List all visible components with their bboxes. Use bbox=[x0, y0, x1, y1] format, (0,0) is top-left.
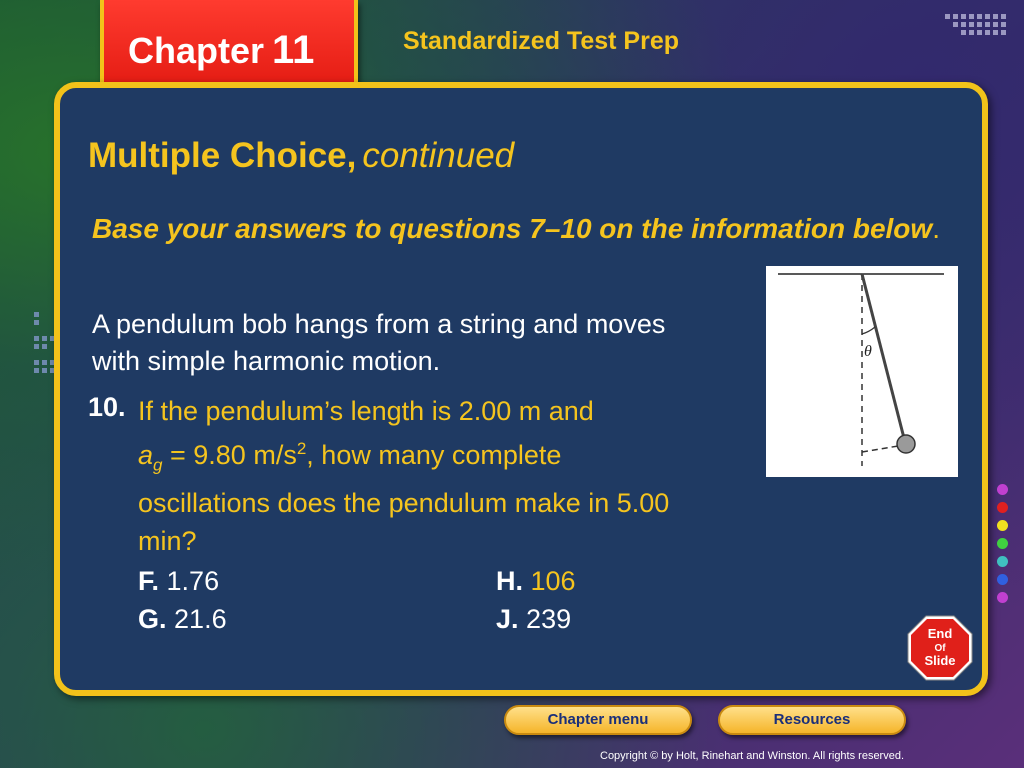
info-text: A pendulum bob hangs from a string and moves with simple harmonic motion. bbox=[92, 309, 666, 376]
question-sup: 2 bbox=[296, 439, 307, 458]
answer-label: H. bbox=[496, 566, 523, 596]
question-var-a: a bbox=[138, 440, 154, 470]
side-dot-column bbox=[997, 484, 1008, 603]
decorative-dot-grid-left bbox=[34, 312, 55, 373]
displacement-line bbox=[862, 446, 898, 452]
answer-option-f[interactable] bbox=[138, 562, 227, 600]
pendulum-bob bbox=[897, 435, 915, 453]
side-dot bbox=[997, 592, 1008, 603]
resources-button[interactable]: Resources bbox=[718, 705, 906, 735]
section-title-main: Multiple Choice, bbox=[88, 136, 357, 175]
end-slide-line2: Of bbox=[934, 643, 946, 654]
answer-value: 239 bbox=[526, 604, 572, 634]
end-of-slide-button[interactable] bbox=[906, 614, 974, 682]
question-text-after: , how many complete oscillations does the pendulum make in 5.00 min? bbox=[138, 440, 670, 557]
answer-value: 106 bbox=[530, 566, 576, 596]
copyright-text: Copyright © by Holt, Rinehart and Winston. All rights reserved. bbox=[600, 750, 905, 762]
instructions bbox=[92, 210, 952, 248]
side-dot bbox=[997, 484, 1008, 495]
answer-column-2 bbox=[496, 562, 576, 638]
side-dot bbox=[997, 502, 1008, 513]
section-title-suffix: continued bbox=[362, 136, 515, 175]
question-number: 10. bbox=[88, 392, 126, 422]
pendulum-diagram bbox=[766, 266, 958, 477]
answer-value: 21.6 bbox=[174, 604, 227, 634]
angle-label: θ bbox=[864, 343, 872, 360]
decorative-dot-grid bbox=[945, 14, 1006, 35]
section-title bbox=[88, 136, 514, 176]
answer-option-j[interactable] bbox=[496, 600, 576, 638]
stop-sign-icon bbox=[906, 614, 974, 682]
question-text-before: If the pendulum’s length is 2.00 m and bbox=[138, 396, 594, 426]
end-slide-line3: Slide bbox=[924, 653, 956, 668]
question-text bbox=[138, 392, 698, 560]
answer-option-g[interactable] bbox=[138, 600, 227, 638]
side-dot bbox=[997, 538, 1008, 549]
side-dot bbox=[997, 556, 1008, 567]
question-var-sub: g bbox=[153, 455, 163, 475]
answer-label: G. bbox=[138, 604, 167, 634]
chapter-number: 11 bbox=[272, 28, 315, 72]
pendulum-figure bbox=[766, 266, 958, 477]
answer-value: 1.76 bbox=[166, 566, 220, 596]
chapter-menu-button[interactable]: Chapter menu bbox=[504, 705, 692, 735]
instructions-text: Base your answers to questions 7–10 on the information below bbox=[92, 213, 933, 244]
header-title: Standardized Test Prep bbox=[403, 27, 679, 55]
chapter-label: Chapter bbox=[128, 30, 265, 71]
answer-label: J. bbox=[496, 604, 519, 634]
instructions-period: . bbox=[932, 213, 940, 244]
end-slide-line1: End bbox=[927, 626, 953, 641]
chapter-heading bbox=[128, 28, 314, 73]
answer-label: F. bbox=[138, 566, 160, 596]
question-text-eq: = 9.80 m/s bbox=[162, 440, 297, 470]
answer-column-1 bbox=[138, 562, 227, 638]
answer-option-h[interactable] bbox=[496, 562, 576, 600]
side-dot bbox=[997, 574, 1008, 585]
side-dot bbox=[997, 520, 1008, 531]
angle-arc bbox=[862, 327, 875, 334]
